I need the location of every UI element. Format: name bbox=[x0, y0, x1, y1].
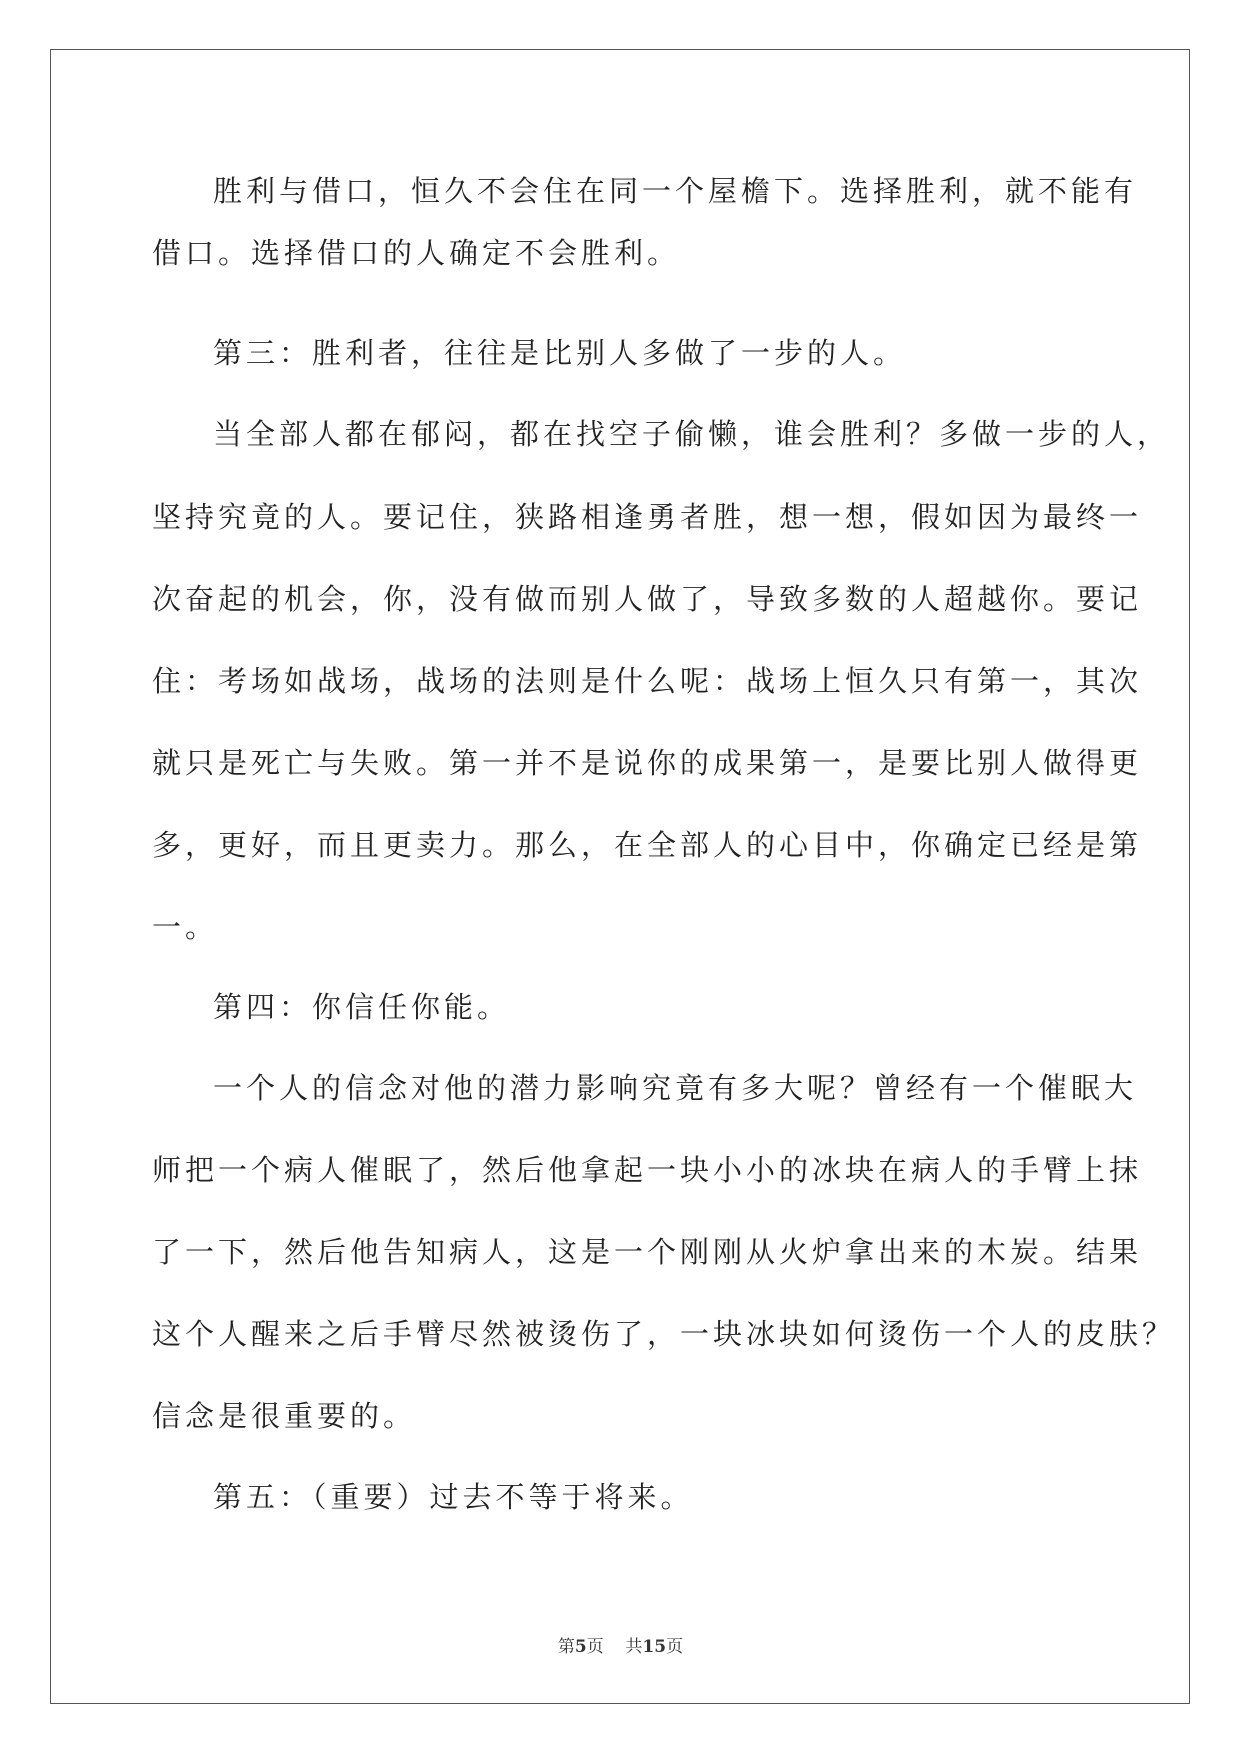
paragraph-line: 胜利与借口，恒久不会住在同一个屋檐下。选择胜利，就不能有 bbox=[213, 174, 1138, 208]
page-prefix: 第 bbox=[557, 1637, 575, 1657]
paragraph-line: 借口。选择借口的人确定不会胜利。 bbox=[152, 236, 681, 270]
page-number: 5 bbox=[574, 1637, 587, 1657]
paragraph-line: 了一下，然后他告知病人，这是一个刚刚从火炉拿出来的木炭。结果 bbox=[152, 1235, 1143, 1269]
paragraph-line: 这个人醒来之后手臂尽然被烫伤了，一块冰块如何烫伤一个人的皮肤？ bbox=[152, 1317, 1176, 1351]
section-heading-four: 第四：你信任你能。 bbox=[213, 990, 511, 1024]
page-footer bbox=[0, 1636, 1241, 1658]
paragraph-line: 次奋起的机会，你，没有做而别人做了，导致多数的人超越你。要记 bbox=[152, 582, 1143, 616]
section-heading-five: 第五：（重要）过去不等于将来。 bbox=[213, 1480, 694, 1514]
paragraph-line: 多，更好，而且更卖力。那么，在全部人的心目中，你确定已经是第 bbox=[152, 828, 1143, 862]
paragraph-line: 当全部人都在郁闷，都在找空子偷懒，谁会胜利？多做一步的人， bbox=[213, 417, 1171, 451]
paragraph-line: 信念是很重要的。 bbox=[152, 1399, 417, 1433]
total-prefix: 共 bbox=[625, 1637, 643, 1657]
paragraph-line: 住：考场如战场，战场的法则是什么呢：战场上恒久只有第一，其次 bbox=[152, 664, 1143, 698]
paragraph-line: 一。 bbox=[152, 910, 219, 944]
paragraph-line: 一个人的信念对他的潜力影响究竟有多大呢？曾经有一个催眠大 bbox=[213, 1071, 1138, 1105]
paragraph-line: 就只是死亡与失败。第一并不是说你的成果第一，是要比别人做得更 bbox=[152, 746, 1143, 780]
paragraph-line: 坚持究竟的人。要记住，狭路相逢勇者胜，想一想，假如因为最终一 bbox=[152, 500, 1143, 534]
total-pages: 15 bbox=[642, 1637, 667, 1657]
page-suffix: 页 bbox=[586, 1637, 604, 1657]
paragraph-line: 师把一个病人催眠了，然后他拿起一块小小的冰块在病人的手臂上抹 bbox=[152, 1153, 1143, 1187]
section-heading-three: 第三：胜利者，往往是比别人多做了一步的人。 bbox=[213, 336, 907, 370]
total-suffix: 页 bbox=[666, 1637, 684, 1657]
